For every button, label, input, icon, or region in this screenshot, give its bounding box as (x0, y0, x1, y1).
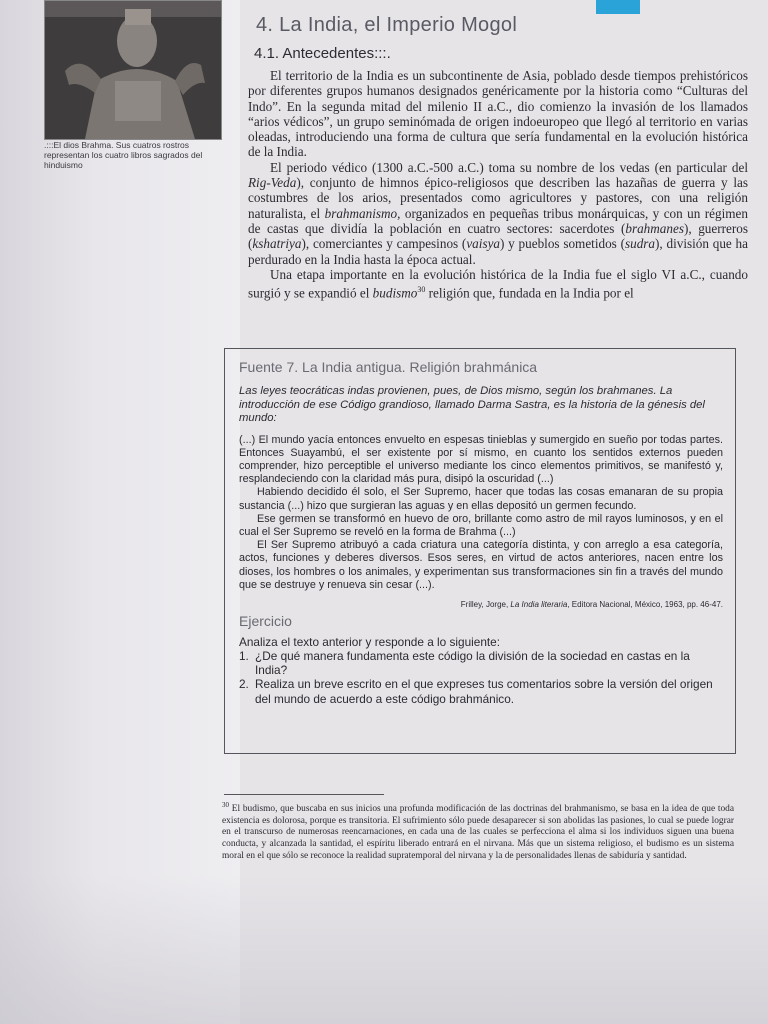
quote-paragraph: (...) El mundo yacía entonces envuelto en espesas tinieblas y sumergido en sueño por todas partes. Entonces Suayambú, el ser existente por sí mismo, en cuanto los sentidos externos pueden comprender, hizo perceptible el universo mediante los cinco elementos primitivos, se manifestó y, resplandeciendo con la claridad más pura, disipó la oscuridad (...) (239, 433, 723, 486)
text-run: El periodo védico (1300 a.C.-500 a.C.) toma su nombre de los vedas (en particular del (270, 159, 748, 175)
text-run: , organizados en pequeñas tribus monárquicas, y con un régimen de castas que dividía la población en cuatro sectores: sacerdotes ( (248, 205, 748, 236)
body-text (248, 68, 748, 301)
footnote-text: El budismo, que buscaba en sus inicios una profunda modificación de las doctrinas del brahmanismo, se basa en la idea de que toda existencia es dolorosa, porque es transitoria. El sufrimiento sólo puede desaparecer si son abolidas las pasiones, lo cual se puede lograr en el transcurso de numerosas reencarnaciones, en cada una de las cuales se perfecciona el alma si los individuos siguen una buena conducta, y alcanzada la santidad, el espíritu liberado entrará en el nirvana. Más que un sistema religioso, el budismo es un sistema moral en el que sólo se reconoce la realidad supratemporal del nirvana y la de personalidades llenas de sabiduría y santidad. (222, 804, 734, 861)
paragraph-1: El territorio de la India es un subcontinente de Asia, poblado desde tiempos prehistóricos por diferentes grupos humanos designados genéricamente por la historia como “Culturas del Indo”. En la segunda mitad del milenio II a.C., dio comienzo la invasión de los llamados “arios védicos”, un grupo seminómada de origen indoeuropeo que llegó al territorio en varias oleadas, introduciendo una forma de cultura que sería fundamental en la evolución histórica de la India. (248, 68, 748, 160)
source-citation (239, 600, 723, 609)
footnote-ref[interactable]: 30 (417, 285, 426, 295)
term-kshatriya: kshatriya (252, 236, 302, 252)
chapter-title: 4. La India, el Imperio Mogol (256, 14, 518, 36)
citation-book: La India literaria (510, 599, 568, 609)
term-brahmanismo: brahmanismo (324, 205, 398, 221)
exercise-text: ¿De qué manera fundamenta este código la división de la sociedad en castas en la India? (255, 648, 690, 678)
exercise-list (239, 649, 723, 706)
exercise-text: Realiza un breve escrito en el que expreses tus comentarios sobre la versión del origen del mundo de acuerdo a este código brahmánico. (255, 677, 713, 706)
brahma-statue-photo (44, 0, 222, 140)
term-vaisya: vaisya (466, 236, 501, 252)
section-title: 4.1. Antecedentes:::. (254, 45, 391, 62)
footnote-number: 30 (222, 801, 229, 809)
exercise-item (239, 677, 723, 705)
exercise-item (239, 649, 723, 677)
exercise-lead: Analiza el texto anterior y responde a lo siguiente: (239, 634, 501, 649)
paragraph-2 (248, 160, 748, 267)
text-run: ), conjunto de himnos épico-religiosos que describen las hazañas de guerra y las costumbres de los arios, presentados como agricultores y pastores, con una religión naturalista, el (248, 175, 748, 221)
term-rig-veda: Rig-Veda (248, 175, 297, 191)
term-sudra: sudra (624, 236, 656, 252)
exercise-number: 2. (239, 677, 249, 692)
footnote-divider (224, 794, 384, 795)
term-budismo: budismo (372, 285, 418, 301)
source-intro: Las leyes teocráticas indas provienen, pues, de Dios mismo, según los brahmanes. La introducción de ese Código grandioso, llamado Darma Sastra, es la historia de la génesis del mundo: (239, 385, 705, 424)
citation-author: Frilley, Jorge, (460, 599, 511, 609)
text-run: ), comerciantes y campesinos ( (301, 236, 467, 252)
photo-caption: .:::El dios Brahma. Sus cuatros rostros representan los cuatro libros sagrados del hinduismo (44, 140, 203, 170)
text-run: religión que, fundada en la India por el (425, 285, 634, 301)
page-shadow (0, 874, 768, 1024)
quote-paragraph: Habiendo decidido él solo, el Ser Supremo, hacer que todas las cosas emanaran de su propia sustancia (...) hizo que surgieran las aguas y en ellas depositó un germen fecundo. (239, 486, 723, 512)
term-brahmanes: brahmanes (625, 220, 684, 236)
text-run: ), guerreros ( (248, 220, 749, 252)
quote-paragraph: El Ser Supremo atribuyó a cada criatura una categoría distinta, y con arreglo a esa categoría, actos, funciones y deberes diversos. Esos seres, en virtud de actos anteriores, nacen entre los dioses, los hombres o los animales, y experimentan sus transformaciones sin fin a través del mundo que se destruye y renueva sin cesar (...). (239, 539, 723, 591)
exercise-title: Ejercicio (239, 612, 292, 629)
citation-details: , Editora Nacional, México, 1963, pp. 46-47. (567, 599, 723, 609)
text-run: Una etapa importante en la evolución histórica de la India fue el siglo VI a.C., cuando surgió y se expandió el (248, 266, 748, 301)
source-quote (239, 434, 723, 592)
exercise-number: 1. (239, 648, 249, 663)
source-box-title: Fuente 7. La India antigua. Religión brahmánica (239, 359, 538, 375)
footnote-30 (222, 800, 734, 862)
main-content (248, 10, 748, 301)
paragraph-3 (248, 267, 748, 301)
text-run: ) y pueblos sometidos ( (500, 236, 625, 252)
quote-paragraph: Ese germen se transformó en huevo de oro, brillante como astro de mil rayos luminosos, y en el cual el Ser Supremo se reveló en la forma de Brahma (...) (239, 512, 723, 538)
source-box (224, 348, 736, 754)
text-run: ), división que ha perdurado en la India hasta la época actual. (248, 236, 748, 267)
